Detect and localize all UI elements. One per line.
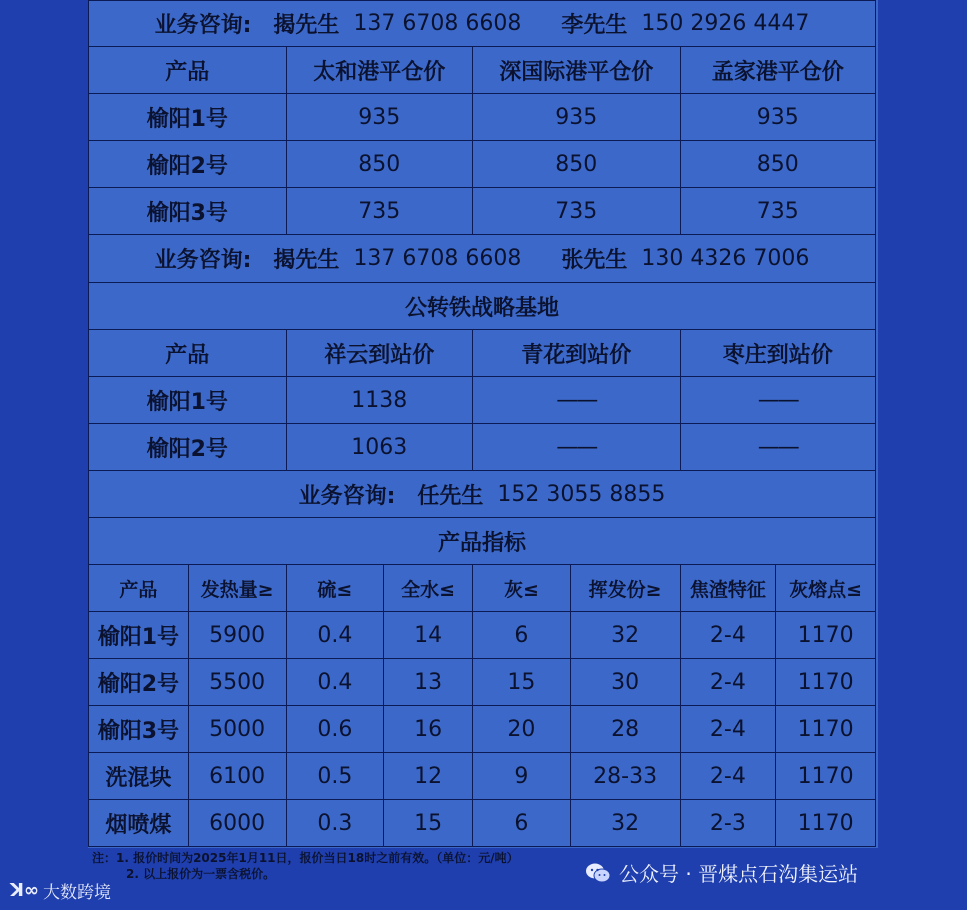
contact-phone: 137 6708 6608	[353, 246, 522, 271]
spec-cell: 14	[384, 612, 473, 658]
price-cell: 850	[287, 141, 474, 187]
header-cell: 挥发份≥	[571, 565, 681, 611]
header-cell: 产品	[89, 330, 287, 376]
contact-row-1	[88, 0, 876, 47]
price-cell: 935	[756, 104, 799, 130]
product-cell: 洗混块	[89, 753, 189, 799]
contact-phone: 137 6708 6608	[353, 11, 522, 36]
spec-cell: 0.4	[287, 659, 385, 705]
header-cell: 孟家港平仓价	[711, 59, 844, 85]
contact-line	[89, 1, 875, 46]
spec-cell: 2-4	[681, 706, 777, 752]
price-cell: 735	[473, 188, 680, 234]
spec-cell: 6000	[189, 800, 287, 846]
price-cell: 1138	[287, 377, 474, 423]
table-row	[88, 658, 876, 706]
header-cell: 灰熔点≤	[789, 578, 863, 601]
price-cell: 850	[473, 141, 680, 187]
price-cell: ——	[757, 434, 798, 460]
table-row	[88, 140, 876, 188]
product-cell: 榆阳2号	[89, 659, 189, 705]
header-cell: 祥云到站价	[287, 330, 474, 376]
table-row	[88, 611, 876, 659]
spec-cell: 0.4	[287, 612, 385, 658]
header-cell: 深国际港平仓价	[473, 47, 680, 93]
spec-cell: 5000	[189, 706, 287, 752]
header-cell: 太和港平仓价	[287, 47, 474, 93]
footnote-2: 2. 以上报价为一票含税价。	[126, 867, 276, 881]
spec-cell: 0.6	[287, 706, 385, 752]
product-cell: 榆阳3号	[89, 188, 287, 234]
price-cell: 850	[756, 151, 799, 177]
spec-cell: 2-4	[681, 659, 777, 705]
spec-cell: 16	[384, 706, 473, 752]
table-header-row	[88, 564, 876, 612]
spec-cell: 32	[571, 800, 681, 846]
section-title: 公转铁战略基地	[404, 295, 559, 321]
contact-person: 揭先生	[273, 13, 340, 38]
spec-cell: 1170	[797, 763, 854, 789]
spec-cell: 2-4	[681, 753, 777, 799]
spec-cell: 1170	[797, 622, 854, 648]
watermark-right-text: 公众号 · 晋煤点石沟集运站	[619, 862, 859, 886]
price-cell: 935	[473, 94, 680, 140]
header-cell: 枣庄到站价	[722, 342, 833, 368]
contact-line	[89, 235, 875, 282]
header-cell: 全水≤	[384, 565, 473, 611]
product-cell: 榆阳1号	[89, 94, 287, 140]
spec-cell: 9	[473, 753, 571, 799]
price-cell: 935	[287, 94, 474, 140]
watermark-left-text: 大数跨境	[42, 883, 111, 903]
spec-cell: 0.5	[287, 753, 385, 799]
contact-person: 任先生	[417, 483, 484, 509]
spec-cell: 6	[473, 800, 571, 846]
spec-cell: 28-33	[571, 753, 681, 799]
contact-phone: 130 4326 7006	[641, 246, 810, 271]
spec-cell: 6	[473, 612, 571, 658]
contact-row-2	[88, 234, 876, 283]
header-cell: 灰≤	[473, 565, 571, 611]
spec-cell: 5900	[189, 612, 287, 658]
spec-cell: 12	[384, 753, 473, 799]
header-cell: 青花到站价	[473, 330, 680, 376]
header-cell: 发热量≥	[189, 565, 287, 611]
contact-row-3	[88, 470, 876, 518]
table-header-row	[88, 46, 876, 94]
spec-cell: 15	[384, 800, 473, 846]
spec-cell: 13	[384, 659, 473, 705]
contact-phone: 152 3055 8855	[497, 481, 666, 507]
contact-label: 业务咨询:	[154, 13, 252, 38]
table-header-row	[88, 329, 876, 377]
header-cell: 焦渣特征	[681, 565, 777, 611]
brand-logo-icon: ꓘ∞	[10, 880, 39, 901]
header-cell: 产品	[89, 47, 287, 93]
spec-cell: 0.3	[287, 800, 385, 846]
section-title-row	[88, 282, 876, 330]
table-row	[88, 705, 876, 753]
price-cell: 735	[287, 188, 474, 234]
header-cell: 硫≤	[287, 565, 385, 611]
contact-line	[89, 471, 875, 517]
wechat-icon	[585, 862, 611, 884]
spec-cell: 15	[473, 659, 571, 705]
price-cell: ——	[473, 377, 680, 423]
product-cell: 烟喷煤	[89, 800, 189, 846]
spec-cell: 5500	[189, 659, 287, 705]
header-cell: 产品	[89, 565, 189, 611]
footnotes	[92, 850, 519, 882]
spec-cell: 20	[473, 706, 571, 752]
spec-cell: 1170	[797, 716, 854, 742]
spec-cell: 2-3	[681, 800, 777, 846]
spec-cell: 1170	[797, 669, 854, 695]
price-cell: ——	[473, 424, 680, 470]
spec-cell: 2-4	[681, 612, 777, 658]
table-row	[88, 93, 876, 141]
contact-person: 揭先生	[273, 248, 340, 273]
spec-cell: 32	[571, 612, 681, 658]
table-row	[88, 423, 876, 471]
table-row	[88, 187, 876, 235]
contact-label: 业务咨询:	[154, 248, 252, 273]
contact-phone: 150 2926 4447	[641, 11, 810, 36]
contact-person: 张先生	[561, 248, 628, 273]
spec-cell: 30	[571, 659, 681, 705]
spec-cell: 1170	[797, 810, 854, 836]
watermark-left	[10, 878, 111, 903]
price-cell: ——	[757, 387, 798, 413]
product-cell: 榆阳2号	[89, 141, 287, 187]
product-cell: 榆阳1号	[89, 612, 189, 658]
spec-cell: 28	[571, 706, 681, 752]
contact-person: 李先生	[561, 13, 628, 38]
product-cell: 榆阳2号	[89, 424, 287, 470]
product-cell: 榆阳1号	[89, 377, 287, 423]
price-sheet	[88, 0, 878, 848]
contact-label: 业务咨询:	[298, 483, 396, 509]
price-cell: 1063	[287, 424, 474, 470]
product-cell: 榆阳3号	[89, 706, 189, 752]
section-title-row	[88, 517, 876, 565]
price-cell: 735	[756, 198, 799, 224]
table-row	[88, 376, 876, 424]
watermark-right	[585, 858, 858, 887]
section-title: 产品指标	[437, 530, 526, 556]
table-row	[88, 752, 876, 800]
spec-cell: 6100	[189, 753, 287, 799]
footnote-1: 注：1. 报价时间为2025年1月11日，报价当日18时之前有效。（单位：元/吨）	[92, 851, 519, 865]
table-row	[88, 799, 876, 847]
